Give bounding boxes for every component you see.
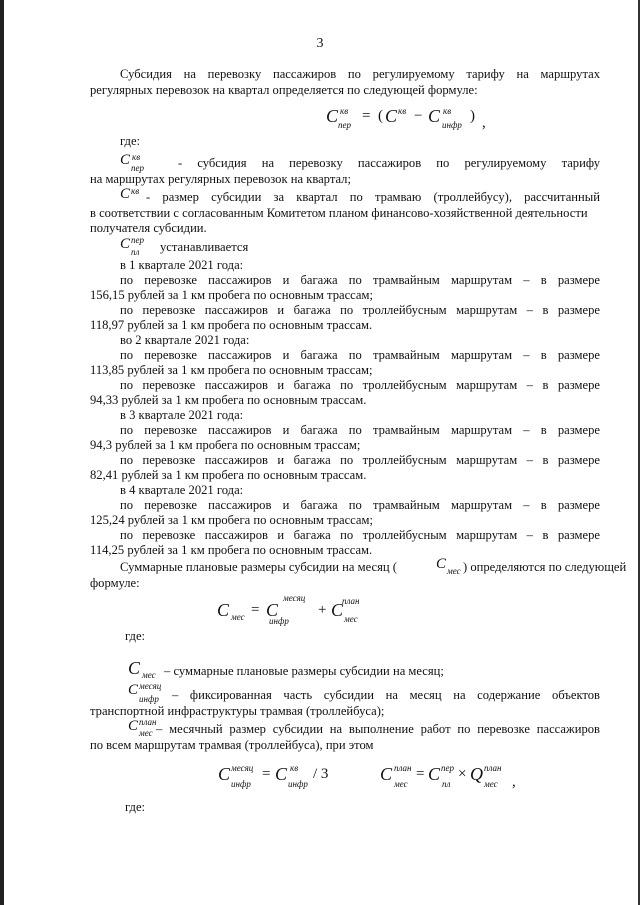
text-line: - субсидия на перевозку пассажиров по регулируемому тарифу	[178, 156, 600, 170]
symbol-sup: кв	[132, 152, 141, 162]
symbol-sup: месяц	[139, 681, 162, 691]
text-line: формуле:	[90, 576, 140, 590]
text-line: по перевозке пассажиров и багажа по троллейбусным маршрутам – в размере	[120, 303, 600, 317]
text-line: где:	[125, 800, 146, 814]
text-line: получателя субсидии.	[90, 221, 207, 235]
text-line: регулярных перевозок на квартал определяется по следующей формуле:	[90, 83, 478, 97]
text-line: – месячный размер субсидии на выполнение работ по перевозке пассажиров	[156, 722, 600, 736]
symbol-sub: мес	[447, 566, 461, 576]
symbol-c: C	[120, 186, 131, 202]
symbol-sup: пер	[131, 235, 144, 245]
text-line: Субсидия на перевозку пассажиров по регулируемому тарифу на маршрутах	[120, 67, 600, 81]
text-line: по перевозке пассажиров и багажа по троллейбусным маршрутам – в размере	[120, 378, 600, 392]
text-line: 94,3 рублей за 1 км пробега по основным трассам;	[90, 438, 361, 452]
text-line: 125,24 рублей за 1 км пробега по основным трассам;	[90, 513, 373, 527]
text-line: по перевозке пассажиров и багажа по трамвайным маршрутам – в размере	[120, 273, 600, 287]
text-line: по всем маршрутам трамвая (троллейбуса), при этом	[90, 738, 374, 752]
text-line: во 2 квартале 2021 года:	[120, 333, 250, 347]
symbol-c: C	[120, 236, 131, 252]
text-line: по перевозке пассажиров и багажа по троллейбусным маршрутам – в размере	[120, 528, 600, 542]
text-line: где:	[125, 629, 146, 643]
text-line: – суммарные плановые размеры субсидии на месяц;	[164, 664, 444, 678]
text-line: по перевозке пассажиров и багажа по трамвайным маршрутам – в размере	[120, 498, 600, 512]
text-line: по перевозке пассажиров и багажа по троллейбусным маршрутам – в размере	[120, 453, 600, 467]
page-number: 3	[316, 36, 324, 51]
symbol-c: C	[128, 658, 141, 678]
text-line: 114,25 рублей за 1 км пробега по основным трассам.	[90, 543, 373, 557]
text-line: в 4 квартале 2021 года:	[120, 483, 244, 497]
text-line: где:	[120, 134, 141, 148]
text-line: по перевозке пассажиров и багажа по трамвайным маршрутам – в размере	[120, 423, 600, 437]
page-left-edge	[0, 0, 4, 905]
text-line: ) определяются по следующей	[463, 560, 627, 574]
text-line: 156,15 рублей за 1 км пробега по основным трассам;	[90, 288, 373, 302]
symbol-sub: мес	[142, 670, 156, 680]
symbol-sup: кв	[131, 186, 140, 196]
text-line: – фиксированная часть субсидии на месяц на содержание объектов	[172, 688, 600, 702]
text-line: 113,85 рублей за 1 км пробега по основным трассам;	[90, 363, 373, 377]
symbol-sup: план	[139, 717, 157, 727]
symbol-sub: инфр	[139, 694, 159, 704]
text-line: Суммарные плановые размеры субсидии на месяц (	[120, 560, 397, 574]
text-line: в 1 квартале 2021 года:	[120, 258, 244, 272]
text-line: - размер субсидии за квартал по трамваю (троллейбусу), рассчитанный	[146, 190, 600, 204]
symbol-c: C	[128, 682, 139, 698]
symbol-c: C	[436, 556, 447, 572]
symbol-sub: мес	[139, 728, 153, 738]
text-line: 118,97 рублей за 1 км пробега по основным трассам.	[90, 318, 373, 332]
text-line: по перевозке пассажиров и багажа по трамвайным маршрутам – в размере	[120, 348, 600, 362]
text-line: 94,33 рублей за 1 км пробега по основным трассам.	[90, 393, 367, 407]
text-line: в 3 квартале 2021 года:	[120, 408, 244, 422]
text-line: 82,41 рублей за 1 км пробега по основным трассам.	[90, 468, 367, 482]
text-line: транспортной инфраструктуры трамвая (троллейбуса);	[90, 704, 385, 718]
symbol-sub: пл	[131, 247, 140, 257]
text-line: на маршрутах регулярных перевозок на квартал;	[90, 172, 351, 186]
symbol-c: C	[128, 718, 139, 734]
symbol-c: C	[120, 152, 131, 168]
symbol-sub: пер	[131, 163, 144, 173]
text-line: устанавливается	[160, 240, 249, 254]
text-line: в соответствии с согласованным Комитетом планом финансово-хозяйственной деятельности	[90, 206, 588, 220]
